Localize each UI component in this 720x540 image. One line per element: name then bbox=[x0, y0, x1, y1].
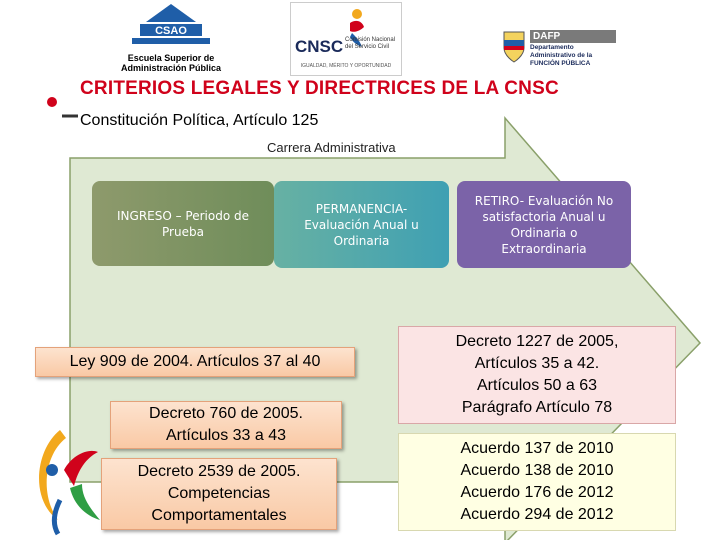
arrow-caption: Carrera Administrativa bbox=[267, 140, 396, 155]
ley-909-text: Ley 909 de 2004. Artículos 37 al 40 bbox=[69, 353, 321, 370]
esap-logo bbox=[112, 2, 230, 72]
esap-line1: Escuela Superior de bbox=[127, 53, 215, 63]
acuerdo-137: Acuerdo 137 de 2010 bbox=[460, 440, 614, 457]
decreto-1227-line3: Artículos 50 a 63 bbox=[476, 377, 598, 394]
stage-permanencia-label: PERMANENCIA-Evaluación Anual u Ordinaria bbox=[304, 201, 419, 248]
decreto-2539-line3: Comportamentales bbox=[151, 507, 287, 524]
acuerdo-138: Acuerdo 138 de 2010 bbox=[460, 462, 614, 479]
cnsc-logo bbox=[290, 2, 402, 76]
decreto-760-box bbox=[110, 401, 342, 449]
esap-line2: Administración Pública bbox=[120, 63, 222, 73]
acuerdos-box bbox=[398, 433, 676, 531]
decreto-1227-line2: Artículos 35 a 42. bbox=[474, 355, 600, 372]
acuerdo-176: Acuerdo 176 de 2012 bbox=[460, 484, 614, 501]
stage-ingreso bbox=[92, 181, 274, 266]
decreto-2539-line1: Decreto 2539 de 2005. bbox=[137, 463, 301, 480]
decreto-2539-line2: Competencias bbox=[167, 485, 271, 502]
stage-retiro-label: RETIRO- Evaluación No satisfactoria Anual u Ordinaria o Extraordinaria bbox=[474, 193, 614, 256]
svg-text:CSAO: CSAO bbox=[155, 25, 187, 37]
decreto-1227-box bbox=[398, 326, 676, 424]
decreto-1227-line1: Decreto 1227 de 2005, bbox=[455, 333, 619, 350]
cnsc-tagline: IGUALDAD, MÉRITO Y OPORTUNIDAD bbox=[300, 63, 392, 69]
title-bullet-dot bbox=[47, 97, 57, 107]
dafp-logo bbox=[500, 28, 612, 70]
stage-permanencia bbox=[274, 181, 449, 268]
cnsc-acronym: CNSC bbox=[295, 37, 344, 56]
dafp-acronym: DAFP bbox=[530, 30, 616, 43]
dafp-name: Departamento Administrativo de la FUNCIÓN PÚBLICA bbox=[530, 44, 593, 67]
stage-ingreso-label: INGRESO – Periodo de Prueba bbox=[117, 208, 249, 239]
decreto-2539-box bbox=[101, 458, 337, 530]
acuerdo-294: Acuerdo 294 de 2012 bbox=[460, 506, 614, 523]
cnsc-name: Comisión Nacional del Servicio Civil bbox=[345, 37, 396, 50]
stage-retiro bbox=[457, 181, 631, 268]
colombia-shield-icon bbox=[502, 30, 526, 64]
decreto-760-line1: Decreto 760 de 2005. bbox=[149, 405, 303, 422]
page-title: CRITERIOS LEGALES Y DIRECTRICES DE LA CNSC bbox=[80, 78, 559, 99]
decreto-1227-line4: Parágrafo Artículo 78 bbox=[461, 399, 613, 416]
esap-logo-icon bbox=[112, 2, 230, 48]
decreto-760-line2: Artículos 33 a 43 bbox=[165, 427, 287, 444]
subtitle: Constitución Política, Artículo 125 bbox=[80, 112, 319, 129]
ley-909-box bbox=[35, 347, 355, 377]
